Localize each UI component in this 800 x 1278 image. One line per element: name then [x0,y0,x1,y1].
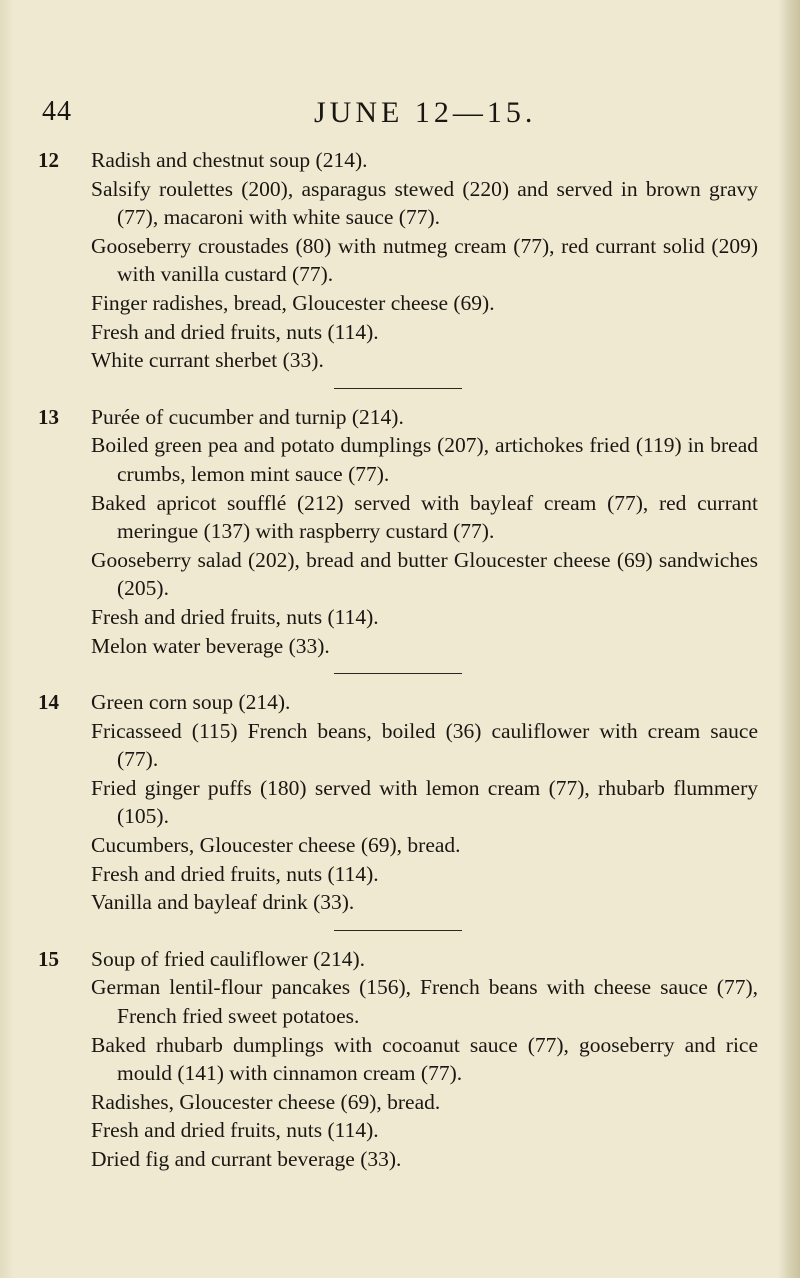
menu-line: Green corn soup (214). [91,690,291,715]
menu-line: Baked rhubarb dumplings with cocoanut sauce (77), gooseberry and rice mould (141) with cinnamon cream (77). [91,1032,758,1086]
menu-content [38,146,758,1174]
menu-line: Finger radishes, bread, Gloucester cheese (69). [91,290,495,315]
menu-line: Vanilla and bayleaf drink (33). [91,890,355,915]
day-number: 12 [38,148,59,172]
section-divider [334,388,462,389]
menu-line: Fried ginger puffs (180) served with lemon cream (77), rhubarb flummery (105). [91,775,758,829]
menu-line: Radishes, Gloucester cheese (69), bread. [91,1089,441,1114]
day-number: 15 [38,946,59,971]
menu-line: Radish and chestnut soup (214). [91,148,368,172]
menu-line: Fricasseed (115) French beans, boiled (36) cauliflower with cream sauce (77). [91,718,758,772]
menu-line: Gooseberry salad (202), bread and butter Gloucester cheese (69) sandwiches (205). [91,547,758,601]
menu-line: German lentil-flour pancakes (156), French beans with cheese sauce (77), French fried sweet potatoes. [91,975,758,1029]
menu-line: Soup of fried cauliflower (214). [91,946,366,971]
menu-line: Fresh and dried fruits, nuts (114). [91,604,379,629]
day-number: 14 [38,690,59,715]
page-header [42,96,762,136]
menu-line: Salsify roulettes (200), asparagus stewed (220) and served in brown gravy (77), macaroni with white sauce (77). [91,176,758,230]
section-divider [334,930,462,931]
menu-line: Boiled green pea and potato dumplings (207), artichokes fried (119) in bread crumbs, lemon mint sauce (77). [91,433,758,486]
menu-line: Fresh and dried fruits, nuts (114). [91,861,379,886]
day-number: 13 [38,404,59,429]
day-13-menu [38,403,758,660]
section-divider [334,673,462,674]
day-15-menu [38,945,758,1174]
menu-line: Purée of cucumber and turnip (214). [91,404,404,429]
running-title: JUNE 12—15. [314,96,537,129]
menu-line: White currant sherbet (33). [91,348,324,373]
page-edge-shadow [778,0,800,1278]
menu-line: Baked apricot soufflé (212) served with bayleaf cream (77), red currant meringue (137) with raspberry custard (77). [91,490,758,544]
menu-line: Cucumbers, Gloucester cheese (69), bread. [91,833,461,858]
menu-line: Gooseberry croustades (80) with nutmeg cream (77), red currant solid (209) with vanilla custard (77). [91,233,758,287]
menu-line: Fresh and dried fruits, nuts (114). [91,319,379,344]
day-12-menu [38,146,758,375]
day-14-menu [38,688,758,917]
page-gutter-shadow [0,0,14,1278]
menu-line: Melon water beverage (33). [91,633,330,658]
page-number: 44 [42,96,72,127]
menu-line: Dried fig and currant beverage (33). [91,1147,402,1171]
menu-line: Fresh and dried fruits, nuts (114). [91,1118,379,1143]
